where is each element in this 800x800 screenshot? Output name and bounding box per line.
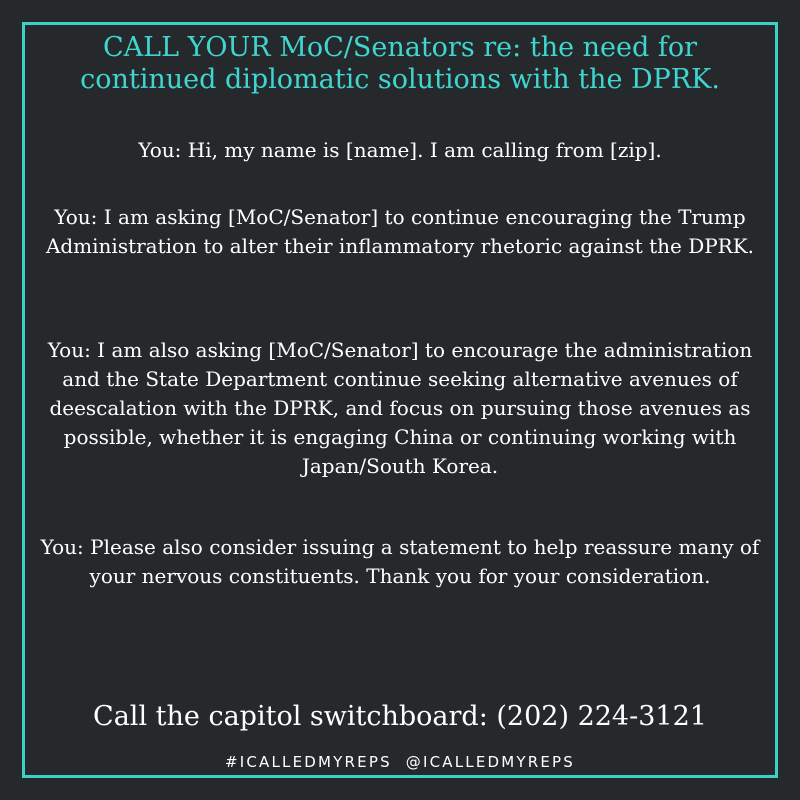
script-line-rhetoric: You: I am asking [MoC/Senator] to continue encouraging the Trump Administration to alter their inflammatory rhetoric against the DPRK. [45, 205, 755, 258]
heading: CALL YOUR MoC/Senators re: the need for continued diplomatic solutions with the DPRK. [80, 32, 720, 95]
switchboard-number: Call the capitol switchboard: (202) 224-3121 [93, 701, 707, 732]
hashtag-footer: #ICALLEDMYREPS @ICALLEDMYREPS [224, 753, 576, 771]
script-line-statement: You: Please also consider issuing a statement to help reassure many of your nervous constituents. Thank you for your consideration. [40, 535, 760, 588]
script-line-deescalation: You: I am also asking [MoC/Senator] to encourage the administration and the State Department continue seeking alternative avenues of deescalation with the DPRK, and focus on pursuing those avenues as possible, whether it is engaging China or continuing working with Japan/South Korea. [47, 338, 753, 478]
script-line-intro: You: Hi, my name is [name]. I am calling from [zip]. [138, 138, 662, 162]
